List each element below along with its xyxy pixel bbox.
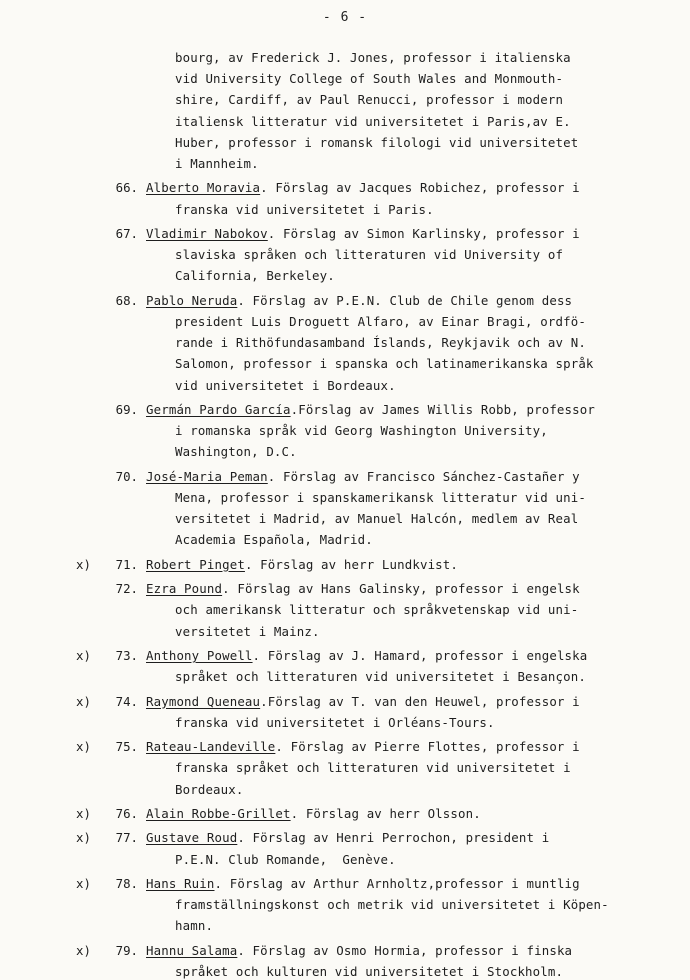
entry-continuation-line: i romanska språk vid Georg Washington University, bbox=[175, 423, 548, 439]
entry-text: . Förslag av herr Lundkvist. bbox=[244, 556, 459, 572]
entry-continuation-line: Washington, D.C. bbox=[175, 444, 297, 460]
entry-first-line bbox=[146, 557, 458, 573]
entry-continuation-line: Academia Española, Madrid. bbox=[175, 532, 373, 548]
entry-number: 69. bbox=[115, 402, 138, 417]
entry-continuation-line: Salomon, professor i spanska och latinamerikanska språk bbox=[175, 356, 594, 372]
entry-continuation-line: franska språket och litteraturen vid universitetet i bbox=[175, 760, 571, 776]
entry-number: 68. bbox=[115, 292, 138, 308]
entry-text: . Förslag av J. Hamard, professor i engelska bbox=[252, 648, 588, 663]
entry-continuation-line: P.E.N. Club Romande, Genève. bbox=[175, 851, 396, 867]
entry-number: 75. bbox=[115, 739, 138, 755]
entry-continuation-line: versitetet i Mainz. bbox=[175, 623, 320, 639]
author-name: Vladimir Nabokov bbox=[146, 226, 268, 241]
entry-number: 79. bbox=[115, 942, 138, 958]
entry-first-line bbox=[146, 943, 572, 959]
entry-first-line bbox=[146, 469, 580, 485]
author-name: Hannu Salama bbox=[146, 942, 238, 958]
entry-first-line bbox=[146, 180, 580, 196]
entry-number: 72. bbox=[115, 581, 138, 597]
entry-first-line bbox=[146, 830, 549, 846]
entry-continuation-line: vid universitetet i Bordeaux. bbox=[175, 377, 396, 393]
entry-number: 67. bbox=[115, 226, 138, 241]
entry-text: .Förslag av T. van den Heuwel, professor i bbox=[260, 693, 580, 709]
entry-continuation-line: franska vid universitetet i Orléans-Tours. bbox=[175, 714, 495, 730]
entry-text: . Förslag av Pierre Flottes, professor i bbox=[275, 739, 580, 755]
author-name: Anthony Powell bbox=[146, 648, 253, 663]
entry-continuation-line: California, Berkeley. bbox=[175, 268, 335, 284]
entry-continuation-line: språket och kulturen vid universitetet i Stockholm. bbox=[175, 964, 564, 979]
entry-number: 73. bbox=[115, 648, 138, 663]
entry-continuation-line: språket och litteraturen vid universitetet i Besançon. bbox=[175, 669, 586, 685]
entry-text: . Förslag av Francisco Sánchez-Castañer y bbox=[267, 468, 580, 484]
entry-first-line bbox=[146, 806, 481, 822]
entry-continuation-line: Bordeaux. bbox=[175, 781, 244, 797]
entry-number: 76. bbox=[115, 806, 138, 821]
entry-first-line bbox=[146, 293, 572, 309]
author-name: José-Maria Peman bbox=[146, 468, 268, 484]
author-name: Raymond Queneau bbox=[146, 693, 261, 709]
entry-continuation-line: slaviska språken och litteraturen vid University of bbox=[175, 247, 564, 263]
entry-first-line bbox=[146, 648, 587, 664]
author-name: Pablo Neruda bbox=[146, 292, 238, 308]
entry-text: . Förslag av Arthur Arnholtz,professor i muntlig bbox=[214, 876, 580, 891]
entry-first-line bbox=[146, 876, 580, 892]
entry-continuation-line: franska vid universitetet i Paris. bbox=[175, 201, 434, 217]
entry-text: . Förslag av herr Olsson. bbox=[290, 806, 481, 821]
entry-continuation-line: versitetet i Madrid, av Manuel Halcón, medlem av Real bbox=[175, 511, 579, 527]
continuation-line: bourg, av Frederick J. Jones, professor i italienska bbox=[175, 50, 571, 65]
entry-mark: x) bbox=[76, 830, 91, 846]
entry-number: 77. bbox=[115, 830, 138, 846]
author-name: Alberto Moravia bbox=[146, 180, 261, 196]
entry-first-line bbox=[146, 739, 580, 755]
entry-number: 78. bbox=[115, 876, 138, 891]
entry-first-line bbox=[146, 694, 580, 710]
continuation-line: Huber, professor i romansk filologi vid universitetet bbox=[175, 134, 579, 150]
entry-continuation-line: Mena, professor i spanskamerikansk litteratur vid uni- bbox=[175, 490, 586, 505]
author-name: Gustave Roud bbox=[146, 830, 238, 846]
author-name: Hans Ruin bbox=[146, 876, 215, 891]
entry-number: 71. bbox=[115, 556, 138, 572]
entry-mark: x) bbox=[76, 556, 91, 572]
author-name: Ezra Pound bbox=[146, 581, 223, 597]
entry-first-line bbox=[146, 402, 595, 418]
entry-text: . Förslag av Jacques Robichez, professor i bbox=[260, 180, 580, 196]
entry-mark: x) bbox=[76, 693, 91, 709]
entry-first-line bbox=[146, 581, 580, 597]
entry-first-line bbox=[146, 226, 580, 242]
continuation-line: i Mannheim. bbox=[175, 156, 259, 171]
entry-mark: x) bbox=[76, 876, 91, 891]
entry-number: 74. bbox=[115, 693, 138, 709]
entry-text: . Förslag av Osmo Hormia, professor i finska bbox=[237, 942, 573, 958]
entry-continuation-line: rande i Rithöfundasamband Íslands, Reykjavik och av N. bbox=[175, 335, 586, 351]
entry-text: . Förslag av P.E.N. Club de Chile genom dess bbox=[237, 292, 573, 308]
author-name: Alain Robbe-Grillet bbox=[146, 806, 291, 821]
entry-continuation-line: och amerikansk litteratur och språkvetenskap vid uni- bbox=[175, 602, 579, 618]
entry-text: . Förslag av Hans Galinsky, professor i engelsk bbox=[222, 581, 580, 597]
author-name: Robert Pinget bbox=[146, 556, 245, 572]
entry-text: . Förslag av Simon Karlinsky, professor i bbox=[267, 226, 580, 241]
continuation-line: italiensk litteratur vid universitetet i Paris,av E. bbox=[175, 113, 571, 129]
entry-continuation-line: president Luis Droguett Alfaro, av Einar Bragi, ordfö- bbox=[175, 314, 586, 329]
entry-text: .Förslag av James Willis Robb, professor bbox=[290, 402, 595, 417]
author-name: Germán Pardo García bbox=[146, 402, 291, 417]
entry-number: 66. bbox=[115, 180, 138, 196]
entry-continuation-line: hamn. bbox=[175, 918, 214, 934]
page-number: - 6 - bbox=[322, 10, 368, 25]
continuation-line: shire, Cardiff, av Paul Renucci, professor i modern bbox=[175, 92, 564, 108]
entry-mark: x) bbox=[76, 942, 91, 958]
entry-text: . Förslag av Henri Perrochon, president i bbox=[237, 830, 550, 846]
entry-mark: x) bbox=[76, 648, 91, 663]
entry-mark: x) bbox=[76, 806, 91, 821]
author-name: Rateau-Landeville bbox=[146, 739, 276, 755]
entry-number: 70. bbox=[115, 468, 138, 484]
entry-continuation-line: framställningskonst och metrik vid universitetet i Köpen- bbox=[175, 897, 609, 913]
continuation-line: vid University College of South Wales and Monmouth- bbox=[175, 71, 564, 87]
entry-mark: x) bbox=[76, 739, 91, 755]
